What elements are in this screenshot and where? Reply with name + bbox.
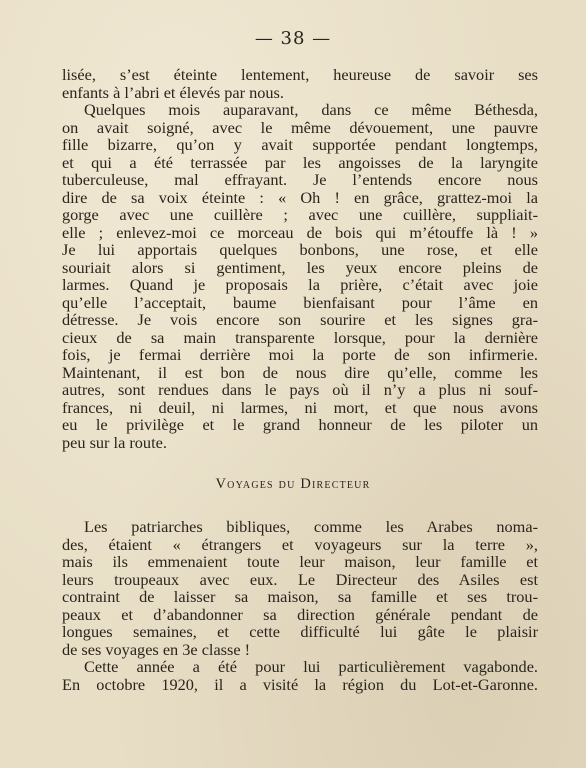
text-line: tuberculeuse, mal effrayant. Je l’entends encore nous (62, 170, 538, 189)
text-line: cieux de sa main transparente lorsque, pour la dernière (62, 327, 538, 347)
text-line: eu le privilège et le grand honneur de les piloter un (62, 415, 538, 434)
page-number: — 38 — (254, 28, 332, 49)
text-line: peu sur la route. (62, 432, 167, 452)
text-line: peaux et d’abandonner sa direction générale pendant de (62, 604, 538, 624)
text-line: elle ; enlevez-moi ce morceau de bois qui m’étouffe là ! » (62, 222, 538, 242)
text-line: souriait alors si gentiment, les yeux encore pleins de (62, 257, 538, 277)
text-line: des, étaient « étrangers et voyageurs sur la terre », (62, 534, 538, 554)
text-line: longues semaines, et cette difficulté lui gâte le plaisir (62, 622, 538, 641)
text-line: En octobre 1920, il a visité la région du Lot-et-Garonne. (62, 674, 538, 694)
text-line: qu’elle l’acceptait, baume bienfaisant pour l’âme en (62, 292, 538, 312)
text-line: Quelques mois auparavant, dans ce même Béthesda, (84, 100, 538, 119)
text-line: autres, sont rendues dans le pays où il n’y a plus ni souf- (62, 380, 538, 399)
text-line: Cette année a été pour lui particulièrement vagabonde. (84, 657, 538, 676)
text-line: dire de sa voix éteinte : « Oh ! en grâce, grattez-moi la (62, 187, 538, 207)
text-line: leurs troupeaux avec eux. Le Directeur des Asiles est (62, 569, 538, 589)
text-line: mais ils emmenaient toute leur maison, leur famille et (62, 552, 538, 571)
body-text-bottom (62, 518, 538, 693)
text-line: larmes. Quand je proposais la prière, c’était avec joie (62, 275, 538, 294)
text-line: contraint de laisser sa maison, sa famille et ses trou- (62, 587, 538, 606)
text-line: et qui a été terrassée par les angoisses de la laryngite (62, 152, 538, 172)
text-line: Les patriarches bibliques, comme les Arabes noma- (84, 517, 538, 536)
text-line: gorge avec une cuillère ; avec une cuillère, suppliait- (62, 205, 538, 224)
text-line: détresse. Je vois encore son sourire et les signes gra- (62, 310, 538, 329)
text-line: on avait soigné, avec le même dévouement, une pauvre (62, 117, 538, 137)
text-line: lisée, s’est éteinte lentement, heureuse de savoir ses (62, 65, 538, 84)
text-line: de ses voyages en 3e classe ! (62, 639, 251, 659)
text-line: fille bizarre, qu’on y avait supportée pendant longtemps, (62, 135, 538, 154)
text-line: Je lui apportais quelques bonbons, une rose, et elle (62, 240, 538, 259)
text-line: Maintenant, il est bon de nous dire qu’elle, comme les (62, 362, 538, 382)
text-line: frances, ni deuil, ni larmes, ni mort, et que nous avons (62, 397, 538, 417)
section-heading: Voyages du Directeur (215, 476, 371, 492)
text-line: fois, je fermai derrière moi la porte de son infirmerie. (62, 345, 538, 364)
body-text-top (62, 66, 538, 451)
text-line: enfants à l’abri et élevés par nous. (62, 82, 284, 102)
